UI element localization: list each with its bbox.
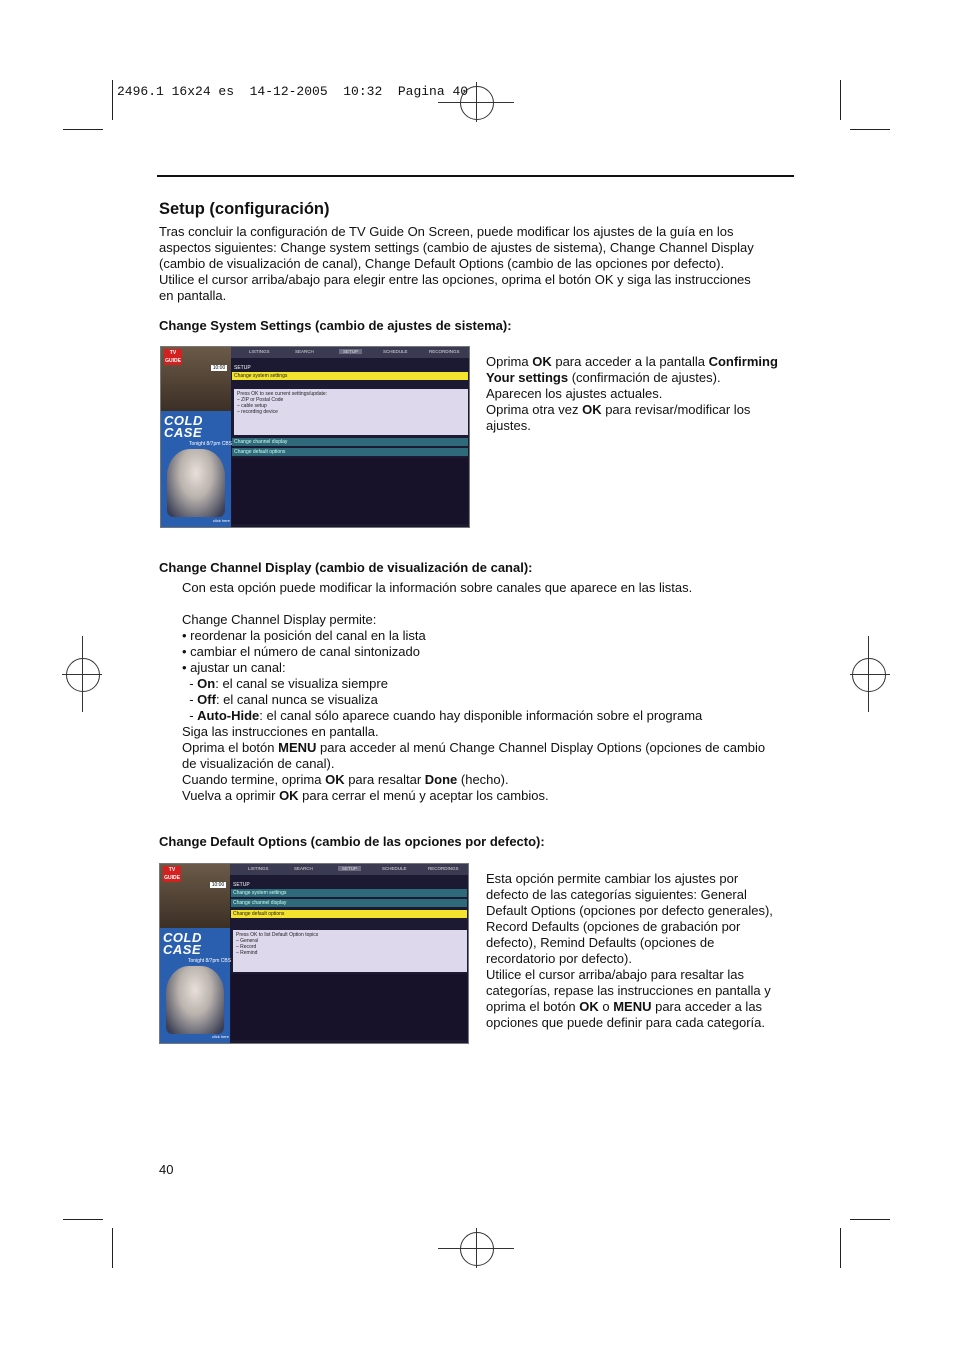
nav-search[interactable]: SEARCH [294,866,313,871]
crop-mark [840,80,841,120]
menu-item-change-channel-display[interactable]: Change channel display [231,899,467,907]
intro-line: aspectos siguientes: Change system settings (cambio de ajustes de sistema), Change Channel Display [159,240,754,255]
crop-mark [63,1219,103,1220]
section2-body: Con esta opción puede modificar la información sobre canales que aparece en las listas. Change Channel Display permite: • reordenar la posición del canal en la lista • cambiar el número de canal sintonizado • ajustar un canal: - On: el canal se visualiza siempre - Off: el canal nunca se visualiza - Auto-Hide: el canal sólo aparece cuando hay disponible información sobre el programa Siga las instrucciones en pantalla. Oprima el botón MENU para acceder al menú Change Channel Display Options (opciones de cambio de visualización de canal). Cuando termine, oprima OK para resaltar Done (hecho). Vuelva a oprimir OK para cerrar el menú y aceptar los cambios. [182,580,766,803]
intro-line: Tras concluir la configuración de TV Guide On Screen, puede modificar los ajustes de la guía en los [159,224,734,239]
tv-guide-logo: TV GUIDE [165,350,181,364]
nav-listings[interactable]: LISTINGS [249,349,270,354]
intro-line: (cambio de visualización de canal), Change Default Options (cambio de las opciones por defecto). [159,256,725,271]
poster-title: COLD CASE [163,930,202,957]
poster-portrait [167,449,225,517]
section3-heading: Change Default Options (cambio de las opciones por defecto): [159,834,545,849]
clock: 10:00 [211,882,225,888]
menu-item-change-system-settings[interactable]: Change system settings [231,889,467,897]
print-header: 2496.1 16x24 es 14-12-2005 10:32 Pagina 40 [117,84,469,99]
info-panel: Press OK to list Default Option topics – General – Record – Remind [233,930,467,972]
menu-item-change-default-options[interactable]: Change default options [231,910,467,918]
poster-subtitle: Tonight 8/7pm CBS [189,441,233,447]
crop-mark [112,80,113,120]
section2-heading: Change Channel Display (cambio de visualización de canal): [159,560,533,575]
click-here-label: click here [212,1034,229,1039]
nav-recordings[interactable]: RECORDINGS [428,866,459,871]
section1-heading: Change System Settings (cambio de ajustes de sistema): [159,318,512,333]
section3-description: Esta opción permite cambiar los ajustes por defecto de las categorías siguientes: General Default Options (opciones por defecto generales), Record Defaults (opciones de grabación por defecto), Remind Defaults (opciones de recordatorio por defecto). Utilice el cursor arriba/abajo para resaltar las categorías, repase las instrucciones en pantalla y oprima el botón OK o MENU para acceder a las opciones que puede definir para cada categoría. [486,871,773,1030]
tv-nav-bar [230,864,468,875]
tv-screen-default-options [159,863,469,1044]
poster-subtitle: Tonight 8/7pm CBS [188,958,232,964]
crop-mark [840,1228,841,1268]
menu-item-change-system-settings[interactable]: Change system settings [232,372,468,380]
poster-title: COLD CASE [164,413,203,440]
crop-mark [112,1228,113,1268]
poster-portrait [166,966,224,1034]
nav-setup[interactable]: SETUP [338,866,361,871]
top-rule [157,175,794,177]
nav-schedule[interactable]: SCHEDULE [382,866,407,871]
tv-guide-logo: TV GUIDE [164,867,180,881]
page-number: 40 [159,1162,174,1177]
nav-setup[interactable]: SETUP [339,349,362,354]
section1-description: Oprima OK para acceder a la pantalla Confirming Your settings (confirmación de ajustes). Aparecen los ajustes actuales. Oprima otra vez OK para revisar/modificar los ajustes. [486,354,778,433]
page-title: Setup (configuración) [159,200,330,218]
intro-paragraph [159,224,799,304]
nav-schedule[interactable]: SCHEDULE [383,349,408,354]
nav-search[interactable]: SEARCH [295,349,314,354]
tv-screen-system-settings [160,346,470,528]
info-panel: Press OK to see current settings/update: – ZIP or Postal Code – cable setup – recording device [234,389,468,435]
menu-item-change-channel-display[interactable]: Change channel display [232,438,468,446]
menu-item-change-default-options[interactable]: Change default options [232,448,468,456]
nav-listings[interactable]: LISTINGS [248,866,269,871]
intro-line: Utilice el cursor arriba/abajo para elegir entre las opciones, oprima el botón OK y siga las instrucciones [159,272,751,287]
clock: 10:00 [212,365,226,371]
setup-label: SETUP [233,882,250,888]
click-here-label: click here [213,518,230,523]
intro-line: en pantalla. [159,288,227,303]
nav-recordings[interactable]: RECORDINGS [429,349,460,354]
setup-label: SETUP [234,365,251,371]
tv-nav-bar [231,347,469,358]
crop-mark [63,129,103,130]
crop-mark [850,1219,890,1220]
crop-mark [850,129,890,130]
